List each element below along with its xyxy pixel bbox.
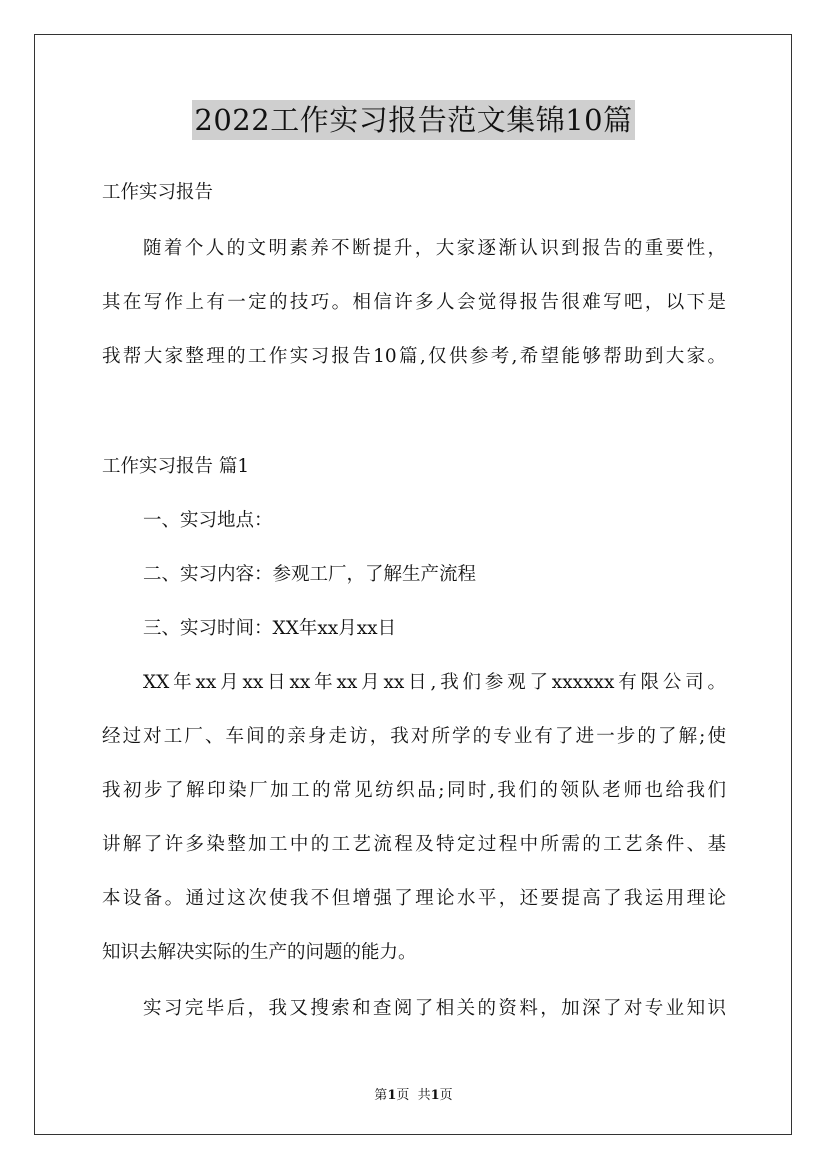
footer-mid: 页 共	[396, 1088, 431, 1103]
intro-line-1: 随着个人的文明素养不断提升，大家逐渐认识到报告的重要性，	[143, 238, 726, 259]
list-item-time: 三、实习时间：XX年xx月xx日	[143, 618, 397, 639]
document-title	[0, 100, 827, 140]
body-line-6: 知识去解决实际的生产的问题的能力。	[102, 942, 417, 963]
closing-line: 实习完毕后，我又搜索和查阅了相关的资料，加深了对专业知识	[143, 998, 726, 1019]
intro-line-2: 其在写作上有一定的技巧。相信许多人会觉得报告很难写吧，以下是	[102, 292, 726, 313]
footer-page-current: 1	[387, 1088, 397, 1103]
body-line-1: XX年xx月xx日xx年xx月xx日,我们参观了xxxxxx有限公司。	[143, 672, 726, 693]
document-title-text: 2022工作实习报告范文集锦10篇	[192, 100, 634, 140]
list-item-location: 一、实习地点：	[143, 510, 273, 531]
report-heading: 工作实习报告	[102, 182, 214, 203]
list-item-content: 二、实习内容：参观工厂，了解生产流程	[143, 564, 477, 585]
body-line-3: 我初步了解印染厂加工的常见纺织品;同时,我们的领队老师也给我们	[102, 780, 726, 801]
page-footer	[0, 1084, 827, 1103]
body-line-4: 讲解了许多染整加工中的工艺流程及特定过程中所需的工艺条件、基	[102, 834, 726, 855]
intro-line-3: 我帮大家整理的工作实习报告10篇,仅供参考,希望能够帮助到大家。	[102, 346, 726, 367]
footer-suffix: 页	[439, 1088, 453, 1103]
footer-prefix: 第	[374, 1088, 388, 1103]
body-line-2: 经过对工厂、车间的亲身走访，我对所学的专业有了进一步的了解;使	[102, 726, 726, 747]
section-heading: 工作实习报告 篇1	[102, 456, 250, 477]
body-line-5: 本设备。通过这次使我不但增强了理论水平，还要提高了我运用理论	[102, 888, 726, 909]
footer-page-total: 1	[430, 1088, 440, 1103]
